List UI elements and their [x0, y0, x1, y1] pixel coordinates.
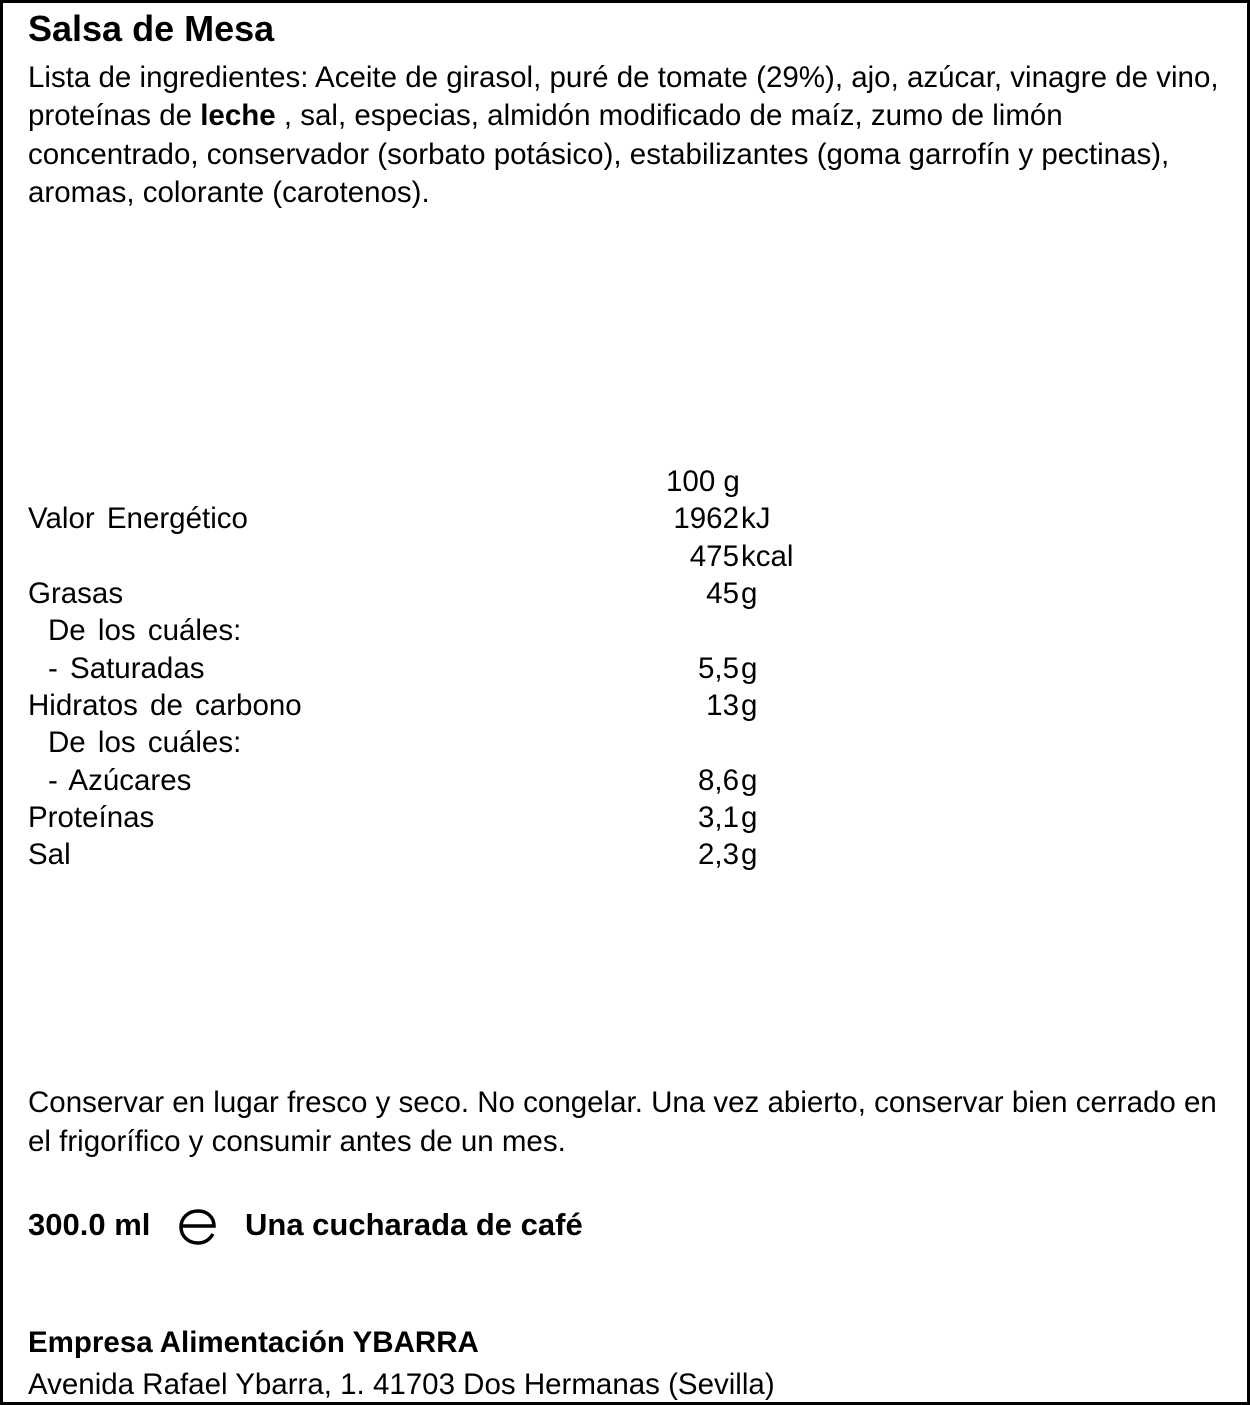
ingredients-text-before: Aceite de girasol, puré de tomate (29%), ajo, azúcar, vinagre de vino, proteínas de — [28, 61, 1219, 133]
nutrition-label: Valor Energético — [28, 502, 248, 535]
nutrition-row-fat-subheader — [28, 612, 928, 649]
nutrition-row-fat — [28, 575, 928, 612]
estimated-e-mark-icon — [176, 1207, 220, 1247]
nutrition-row-energy-kj — [28, 500, 928, 537]
nutrition-row-sugars — [28, 762, 928, 799]
nutrition-unit: g — [741, 689, 758, 722]
company-name: Empresa Alimentación YBARRA — [28, 1326, 479, 1359]
storage-instructions: Conservar en lugar fresco y seco. No congelar. Una vez abierto, conservar bien cerrado en el frigorífico y consumir antes de un mes. — [28, 1086, 1217, 1158]
nutrition-row-carbs-subheader — [28, 724, 928, 761]
nutrition-unit: g — [741, 801, 758, 834]
nutrition-row-protein — [28, 799, 928, 836]
nutrition-label: Hidratos de carbono — [28, 689, 302, 722]
ingredients-label: Lista de ingredientes: — [28, 61, 309, 94]
nutrition-label: De los cuáles: — [48, 726, 242, 759]
nutrition-label: - Saturadas — [48, 652, 205, 685]
net-quantity: 300.0 ml — [28, 1207, 151, 1242]
nutrition-unit: g — [741, 652, 758, 685]
nutrition-value: 8,6 — [697, 764, 739, 797]
company-address: Avenida Rafael Ybarra, 1. 41703 Dos Hermanas (Sevilla) — [28, 1368, 775, 1401]
nutrition-label: De los cuáles: — [48, 614, 242, 647]
nutrition-label: Grasas — [28, 577, 124, 610]
allergen-highlight: leche — [200, 99, 276, 133]
nutrition-row-energy-kcal — [28, 538, 928, 575]
nutrition-unit: g — [741, 577, 758, 610]
nutrition-unit: g — [741, 838, 758, 871]
nutrition-row-salt — [28, 836, 928, 873]
nutrition-value: 13 — [706, 689, 739, 722]
nutrition-row-carbohydrates — [28, 687, 928, 724]
nutrition-label: - Azúcares — [48, 764, 192, 797]
nutrition-unit: kcal — [741, 540, 794, 573]
ingredients-list — [28, 59, 1223, 212]
nutrition-unit: kJ — [741, 502, 771, 535]
nutrition-row-saturated — [28, 650, 928, 687]
nutrition-value: 2,3 — [697, 838, 739, 871]
nutrition-value: 1962 — [673, 502, 739, 535]
product-title: Salsa de Mesa — [28, 8, 275, 49]
nutrition-value: 5,5 — [697, 652, 739, 685]
nutrition-value: 3,1 — [697, 801, 739, 834]
nutrition-label: Sal — [28, 838, 71, 871]
nutrition-per-header: 100 g — [666, 465, 740, 498]
nutrition-unit: g — [741, 764, 758, 797]
ingredients-text-after: , sal, especias, almidón modificado de maíz, zumo de limón concentrado, conservador (sorbato potásico), estabilizantes (goma garrofín y pectinas), aromas, colorante (carotenos). — [28, 99, 1170, 209]
nutrition-value: 475 — [689, 540, 739, 573]
nutrition-label: Proteínas — [28, 801, 155, 834]
serving-size: Una cucharada de café — [245, 1207, 583, 1242]
nutrition-value: 45 — [706, 577, 739, 610]
